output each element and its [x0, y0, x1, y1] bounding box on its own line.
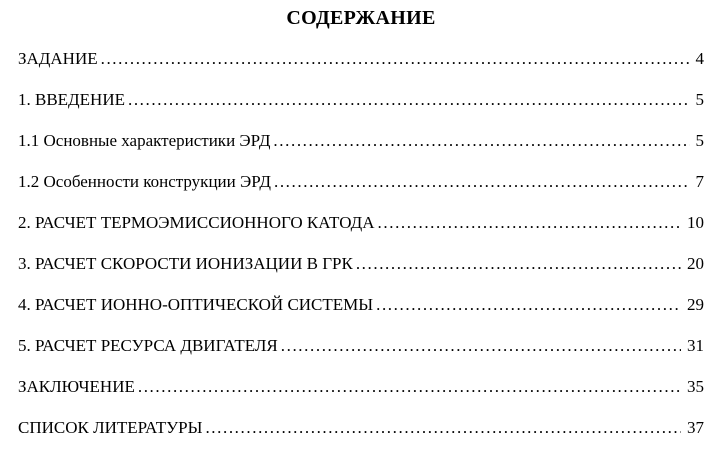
- toc-entry-page: 31: [687, 336, 704, 355]
- toc-entry-label: 5. РАСЧЕТ РЕСУРСА ДВИГАТЕЛЯ: [18, 336, 278, 355]
- toc-entry-page: 20: [687, 254, 704, 273]
- dot-leader: [205, 407, 681, 448]
- toc-entry: [18, 243, 704, 284]
- toc-entry-page: 5: [695, 90, 704, 109]
- toc-entry: [18, 38, 704, 79]
- toc-entry-page: 7: [695, 172, 704, 191]
- toc-title: СОДЕРЖАНИЕ: [286, 7, 436, 29]
- dot-leader: [274, 161, 690, 202]
- toc-entry-label: 4. РАСЧЕТ ИОННО-ОПТИЧЕСКОЙ СИСТЕМЫ: [18, 295, 374, 314]
- toc-entry-label: 3. РАСЧЕТ СКОРОСТИ ИОНИЗАЦИИ В ГРК: [18, 254, 353, 273]
- toc-entry-label: ЗАДАНИЕ: [18, 49, 98, 68]
- toc-entry-page: 4: [695, 49, 704, 68]
- toc-entry: [18, 202, 704, 243]
- toc-entry-page: 35: [687, 377, 704, 396]
- dot-leader: [378, 202, 681, 243]
- dot-leader: [138, 366, 681, 407]
- toc-entry-label: СПИСОК ЛИТЕРАТУРЫ: [18, 418, 203, 437]
- toc-entry-page: 5: [695, 131, 704, 150]
- dot-leader: [376, 284, 681, 325]
- toc-entry-label: 1.2 Особенности конструкции ЭРД: [18, 172, 271, 191]
- toc-entry-page: 10: [687, 213, 704, 232]
- toc-entry-page: 37: [687, 418, 704, 437]
- toc-entry: [18, 120, 704, 161]
- toc-entry: [18, 161, 704, 202]
- toc-entry-label: 1. ВВЕДЕНИЕ: [18, 90, 125, 109]
- toc-entry: [18, 284, 704, 325]
- toc-entry: [18, 407, 704, 448]
- toc-entry: [18, 79, 704, 120]
- toc-entry-label: 2. РАСЧЕТ ТЕРМОЭМИССИОННОГО КАТОДА: [18, 213, 375, 232]
- toc-entry: [18, 325, 704, 366]
- toc-entry-label: 1.1 Основные характеристики ЭРД: [18, 131, 271, 150]
- dot-leader: [101, 38, 690, 79]
- toc-entry-label: ЗАКЛЮЧЕНИЕ: [18, 377, 135, 396]
- dot-leader: [273, 120, 689, 161]
- dot-leader: [128, 79, 690, 120]
- dot-leader: [356, 243, 681, 284]
- toc-entry: [18, 366, 704, 407]
- toc-list: [18, 38, 704, 448]
- toc-entry-page: 29: [687, 295, 704, 314]
- dot-leader: [281, 325, 681, 366]
